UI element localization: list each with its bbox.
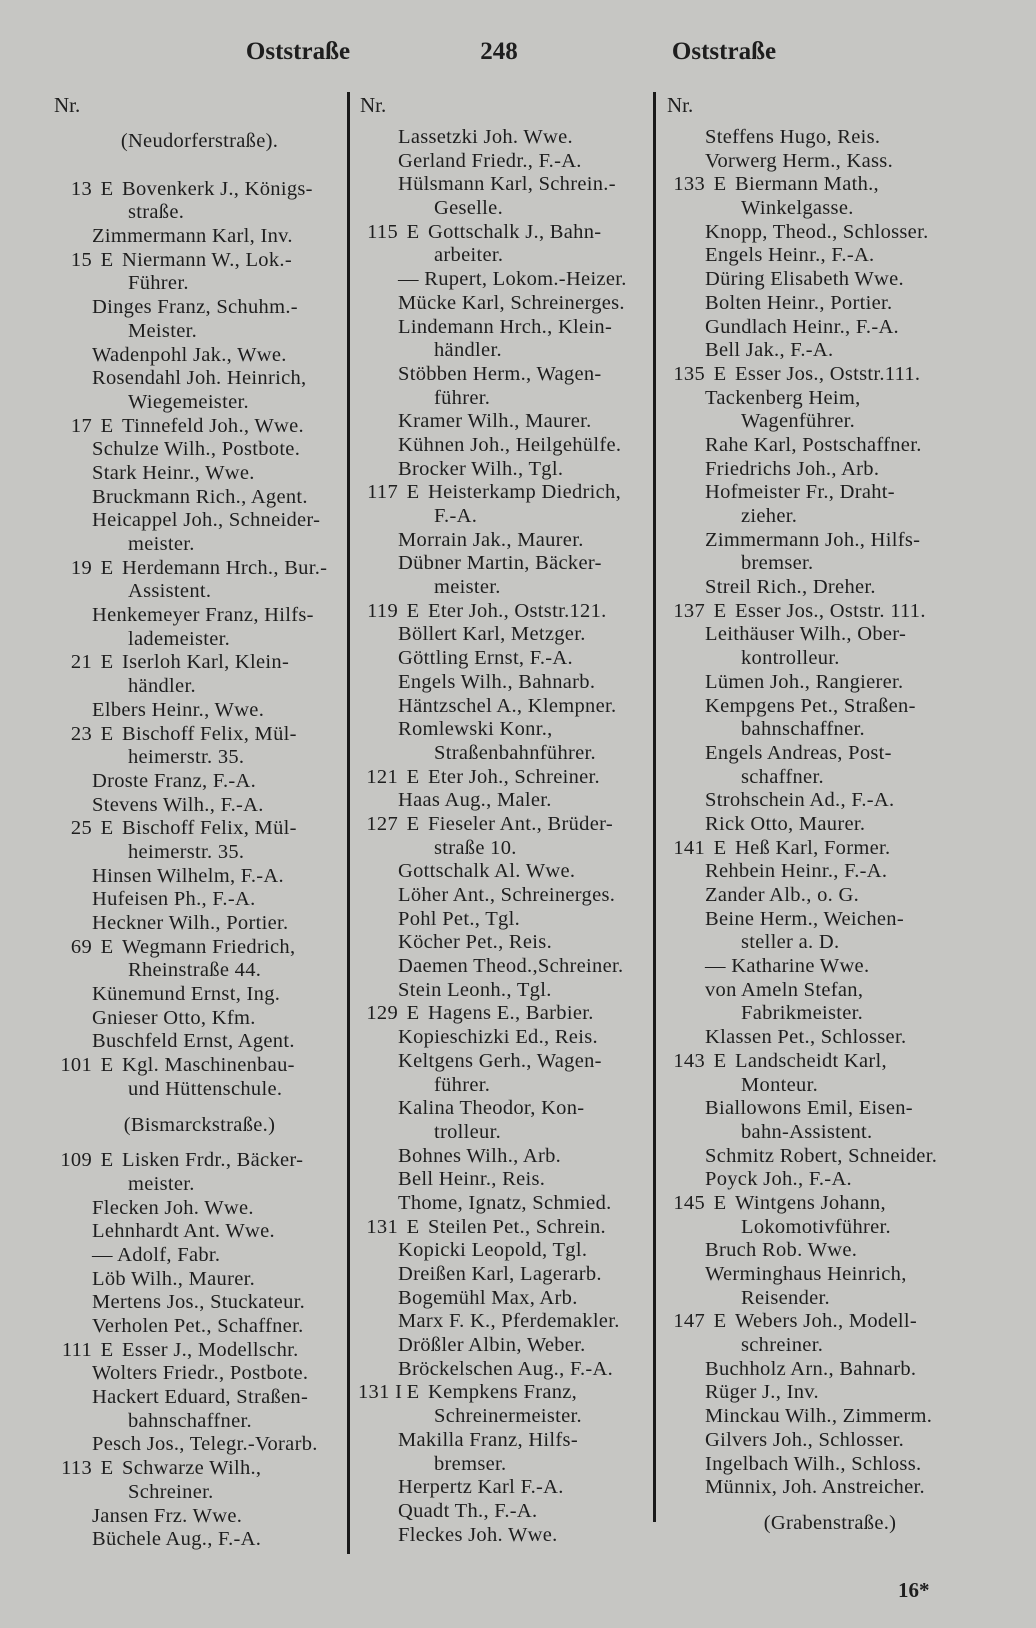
resident-entry: Marx F. K., Pferdemakler. bbox=[398, 1310, 620, 1333]
house-number: 119 bbox=[367, 599, 398, 622]
house-entry bbox=[665, 837, 995, 861]
resident-entry: Tackenberg Heim, bbox=[705, 386, 861, 409]
resident-text: Fieseler Ant., Brüder- bbox=[428, 812, 613, 835]
resident-entry: Quadt Th., F.-A. bbox=[398, 1499, 538, 1522]
owner-marker: E bbox=[713, 1310, 727, 1333]
resident-entry: Dinges Franz, Schuhm.- bbox=[92, 296, 298, 319]
resident-entry: Flecken Joh. Wwe. bbox=[92, 1196, 254, 1219]
resident-text: Bovenkerk J., Königs- bbox=[122, 177, 313, 200]
house-number: 143 bbox=[673, 1049, 705, 1072]
house-number: 115 bbox=[367, 220, 398, 243]
house-entry bbox=[52, 1339, 347, 1363]
section-heading: (Neudorferstraße). bbox=[120, 130, 279, 152]
resident-entry: Buchholz Arn., Bahnarb. bbox=[705, 1357, 917, 1380]
resident-text: Biermann Math., bbox=[735, 173, 879, 196]
continuation-line: bahnschaffner. bbox=[741, 718, 865, 741]
continuation-line: Reisender. bbox=[741, 1286, 830, 1309]
column-divider bbox=[653, 92, 656, 1522]
resident-entry: Biallowons Emil, Eisen- bbox=[705, 1097, 913, 1120]
house-number: 19 bbox=[70, 556, 92, 579]
resident-text: Bischoff Felix, Mül- bbox=[122, 817, 297, 840]
house-number: 135 bbox=[673, 362, 705, 385]
resident-entry: Böllert Karl, Metzger. bbox=[398, 623, 586, 646]
continuation-line: und Hüttenschule. bbox=[128, 1077, 283, 1100]
directory-column-3 bbox=[665, 126, 995, 1548]
resident-entry: Stöbben Herm., Wagen- bbox=[398, 362, 602, 385]
resident-text: Kempkens Franz, bbox=[428, 1381, 578, 1404]
resident-entry: Kalina Theodor, Kon- bbox=[398, 1097, 585, 1120]
owner-marker: E bbox=[100, 817, 114, 840]
continuation-line: zieher. bbox=[741, 505, 798, 527]
owner-marker: E bbox=[713, 173, 727, 196]
continuation-line: heimerstr. 35. bbox=[128, 840, 245, 863]
continuation-line: bahn-Assistent. bbox=[741, 1120, 873, 1143]
continuation-line: Wiegemeister. bbox=[128, 390, 249, 413]
house-number: 121 bbox=[366, 765, 398, 788]
resident-entry: Bogemühl Max, Arb. bbox=[398, 1286, 578, 1309]
owner-marker: E bbox=[713, 362, 727, 385]
running-header-right: Oststraße bbox=[671, 38, 777, 65]
owner-marker: E bbox=[713, 1191, 727, 1214]
continuation-line: führer. bbox=[434, 386, 491, 409]
house-entry bbox=[52, 557, 347, 581]
resident-entry: Dreißen Karl, Lagerarb. bbox=[398, 1263, 602, 1285]
house-number: 69 bbox=[70, 935, 92, 958]
house-number: 111 bbox=[61, 1338, 92, 1361]
resident-entry: Kramer Wilh., Maurer. bbox=[398, 410, 592, 433]
resident-entry: Werminghaus Heinrich, bbox=[705, 1263, 907, 1285]
resident-entry: Ingelbach Wilh., Schloss. bbox=[705, 1452, 922, 1475]
house-number: 109 bbox=[60, 1149, 92, 1172]
resident-text: Esser Jos., Oststr. 111. bbox=[735, 599, 926, 622]
resident-text: Webers Joh., Modell- bbox=[735, 1310, 917, 1333]
resident-entry: Lindemann Hrch., Klein- bbox=[398, 315, 613, 338]
continuation-line: meister. bbox=[434, 576, 501, 599]
house-number: 141 bbox=[673, 836, 705, 859]
resident-entry: Fleckes Joh. Wwe. bbox=[398, 1523, 558, 1546]
column-label-nr: Nr. bbox=[360, 93, 387, 117]
resident-entry: Köcher Pet., Reis. bbox=[398, 931, 552, 954]
owner-marker: E bbox=[406, 1215, 420, 1238]
owner-marker: E bbox=[100, 1149, 114, 1172]
resident-entry: Morrain Jak., Maurer. bbox=[398, 528, 584, 551]
continuation-line: schaffner. bbox=[741, 765, 824, 788]
house-number: 15 bbox=[70, 248, 92, 271]
owner-marker: E bbox=[406, 812, 420, 835]
resident-entry: Leithäuser Wilh., Ober- bbox=[705, 623, 907, 646]
resident-entry: Schmitz Robert, Schneider. bbox=[705, 1144, 938, 1167]
resident-entry: Rick Otto, Maurer. bbox=[705, 812, 866, 835]
resident-text: Esser J., Modellschr. bbox=[122, 1338, 299, 1361]
resident-entry: Lümen Joh., Rangierer. bbox=[705, 670, 904, 693]
continuation-line: meister. bbox=[128, 1172, 195, 1195]
resident-text: Niermann W., Lok.- bbox=[122, 248, 292, 271]
resident-entry: Gilvers Joh., Schlosser. bbox=[705, 1428, 905, 1451]
continuation-line: straße. bbox=[128, 201, 185, 224]
house-number: 113 bbox=[61, 1457, 92, 1480]
owner-marker: E bbox=[406, 599, 420, 622]
continuation-line: trolleur. bbox=[434, 1120, 502, 1143]
resident-entry: Brocker Wilh., Tgl. bbox=[398, 457, 564, 480]
house-number: 21 bbox=[70, 651, 92, 674]
continuation-line: Geselle. bbox=[434, 197, 503, 220]
owner-marker: E bbox=[406, 1381, 420, 1404]
resident-entry: Henkemeyer Franz, Hilfs- bbox=[92, 604, 314, 627]
resident-entry: Künemund Ernst, Ing. bbox=[92, 983, 281, 1006]
resident-entry: — Katharine Wwe. bbox=[705, 955, 870, 978]
resident-entry: Löher Ant., Schreinerges. bbox=[398, 884, 616, 906]
house-entry bbox=[358, 1381, 650, 1405]
resident-entry: Lehnhardt Ant. Wwe. bbox=[92, 1220, 275, 1243]
resident-entry: Strohschein Ad., F.-A. bbox=[705, 789, 895, 812]
owner-marker: E bbox=[100, 722, 114, 745]
resident-entry: Gerland Friedr., F.-A. bbox=[398, 149, 582, 172]
house-entry bbox=[665, 173, 995, 197]
resident-entry: Herpertz Karl F.-A. bbox=[398, 1476, 564, 1499]
resident-entry: Schulze Wilh., Postbote. bbox=[92, 438, 301, 461]
continuation-line: führer. bbox=[434, 1073, 491, 1096]
resident-entry: Mücke Karl, Schreinerges. bbox=[398, 291, 625, 314]
directory-column-1 bbox=[52, 126, 347, 1552]
resident-entry: Jansen Frz. Wwe. bbox=[92, 1504, 243, 1527]
resident-entry: Bohnes Wilh., Arb. bbox=[398, 1144, 562, 1167]
resident-entry: Bröckelschen Aug., F.-A. bbox=[398, 1357, 614, 1380]
owner-marker: E bbox=[100, 177, 114, 200]
resident-entry: Bell Jak., F.-A. bbox=[705, 339, 834, 362]
resident-text: Bischoff Felix, Mül- bbox=[122, 722, 297, 745]
resident-text: Gottschalk J., Bahn- bbox=[428, 220, 602, 243]
house-entry bbox=[52, 1149, 347, 1173]
house-entry bbox=[52, 651, 347, 675]
continuation-line: schreiner. bbox=[741, 1334, 824, 1357]
house-number: 101 bbox=[60, 1054, 92, 1077]
continuation-line: meister. bbox=[128, 533, 195, 555]
house-entry bbox=[665, 363, 995, 387]
resident-entry: Steffens Hugo, Reis. bbox=[705, 126, 881, 148]
resident-entry: Häntzschel A., Klempner. bbox=[398, 694, 617, 717]
continuation-line: steller a. D. bbox=[741, 931, 840, 954]
continuation-line: Winkelgasse. bbox=[741, 197, 854, 220]
column-label-nr: Nr. bbox=[667, 93, 694, 117]
continuation-line: Rheinstraße 44. bbox=[128, 959, 262, 982]
resident-entry: Streil Rich., Dreher. bbox=[705, 576, 876, 599]
resident-entry: Pesch Jos., Telegr.-Vorarb. bbox=[92, 1433, 318, 1456]
resident-entry: Rehbein Heinr., F.-A. bbox=[705, 860, 888, 883]
resident-entry: Stein Leonh., Tgl. bbox=[398, 978, 552, 1001]
resident-entry: Beine Herm., Weichen- bbox=[705, 907, 904, 930]
running-header-left: Oststraße bbox=[245, 38, 351, 65]
owner-marker: E bbox=[100, 556, 114, 579]
house-number: 127 bbox=[366, 812, 398, 835]
resident-entry: Rosendahl Joh. Heinrich, bbox=[92, 367, 307, 390]
owner-marker: E bbox=[713, 599, 727, 622]
resident-entry: Drößler Albin, Weber. bbox=[398, 1334, 586, 1357]
continuation-line: Assistent. bbox=[128, 580, 212, 603]
resident-text: Schwarze Wilh., bbox=[122, 1457, 262, 1480]
resident-entry: Göttling Ernst, F.-A. bbox=[398, 647, 573, 670]
resident-entry: Mertens Jos., Stuckateur. bbox=[92, 1291, 306, 1314]
owner-marker: E bbox=[713, 836, 727, 859]
house-number: 25 bbox=[70, 817, 92, 840]
continuation-line: kontrolleur. bbox=[741, 647, 840, 670]
resident-entry: Löb Wilh., Maurer. bbox=[92, 1267, 256, 1290]
continuation-line: bremser. bbox=[434, 1452, 507, 1475]
resident-entry: Engels Wilh., Bahnarb. bbox=[398, 670, 596, 693]
resident-entry: Knopp, Theod., Schlosser. bbox=[705, 220, 929, 243]
continuation-line: bremser. bbox=[741, 552, 814, 575]
resident-entry: Bolten Heinr., Portier. bbox=[705, 291, 893, 314]
resident-entry: Wolters Friedr., Postbote. bbox=[92, 1362, 309, 1385]
continuation-line: arbeiter. bbox=[434, 244, 504, 267]
resident-entry: Bruckmann Rich., Agent. bbox=[92, 485, 308, 508]
owner-marker: E bbox=[100, 1054, 114, 1077]
owner-marker: E bbox=[406, 481, 420, 504]
resident-entry: Stevens Wilh., F.-A. bbox=[92, 793, 264, 816]
continuation-line: Monteur. bbox=[741, 1073, 818, 1096]
resident-entry: — Rupert, Lokom.-Heizer. bbox=[398, 268, 627, 291]
resident-entry: Makilla Franz, Hilfs- bbox=[398, 1428, 578, 1451]
resident-entry: Kühnen Joh., Heilgehülfe. bbox=[398, 433, 622, 456]
resident-entry: Hülsmann Karl, Schrein.- bbox=[398, 173, 616, 196]
continuation-line: Meister. bbox=[128, 319, 198, 342]
house-entry bbox=[52, 415, 347, 439]
resident-entry: Verholen Pet., Schaffner. bbox=[92, 1315, 304, 1337]
owner-marker: E bbox=[100, 1338, 114, 1361]
resident-entry: von Ameln Stefan, bbox=[705, 978, 864, 1001]
continuation-line: händler. bbox=[128, 675, 196, 698]
resident-text: Lisken Frdr., Bäcker- bbox=[122, 1149, 304, 1172]
house-entry bbox=[358, 813, 650, 837]
owner-marker: E bbox=[406, 220, 420, 243]
owner-marker: E bbox=[406, 1002, 420, 1025]
resident-entry: Klassen Pet., Schlosser. bbox=[705, 1026, 907, 1049]
resident-text: Wintgens Johann, bbox=[735, 1191, 886, 1214]
resident-entry: Lassetzki Joh. Wwe. bbox=[398, 126, 573, 148]
resident-entry: Hinsen Wilhelm, F.-A. bbox=[92, 864, 284, 887]
resident-text: Eter Joh., Schreiner. bbox=[428, 765, 600, 788]
resident-entry: Vorwerg Herm., Kass. bbox=[705, 149, 894, 172]
resident-entry: Zimmermann Karl, Inv. bbox=[92, 225, 293, 248]
owner-marker: E bbox=[100, 414, 114, 437]
house-entry bbox=[52, 723, 347, 747]
house-number: 145 bbox=[673, 1191, 705, 1214]
house-entry bbox=[358, 1002, 650, 1026]
continuation-line: Straßenbahnführer. bbox=[434, 741, 596, 764]
resident-entry: Heckner Wilh., Portier. bbox=[92, 912, 289, 934]
continuation-line: F.-A. bbox=[434, 505, 478, 527]
resident-entry: Gnieser Otto, Kfm. bbox=[92, 1006, 256, 1029]
house-entry bbox=[52, 1457, 347, 1481]
resident-entry: Zander Alb., o. G. bbox=[705, 884, 859, 906]
resident-text: Herdemann Hrch., Bur.- bbox=[122, 556, 328, 579]
section-heading: (Grabenstraße.) bbox=[763, 1511, 897, 1534]
house-entry bbox=[665, 1050, 995, 1074]
resident-entry: Thome, Ignatz, Schmied. bbox=[398, 1191, 612, 1214]
resident-entry: Friedrichs Joh., Arb. bbox=[705, 457, 880, 480]
owner-marker: E bbox=[100, 248, 114, 271]
resident-entry: Gundlach Heinr., F.-A. bbox=[705, 315, 899, 338]
resident-entry: Rahe Karl, Postschaffner. bbox=[705, 433, 922, 456]
house-entry bbox=[52, 817, 347, 841]
resident-entry: — Adolf, Fabr. bbox=[92, 1243, 221, 1266]
resident-entry: Düring Elisabeth Wwe. bbox=[705, 268, 904, 291]
house-number: 13 bbox=[70, 177, 92, 200]
resident-entry: Gottschalk Al. Wwe. bbox=[398, 860, 576, 883]
column-divider bbox=[347, 92, 350, 1554]
resident-entry: Kempgens Pet., Straßen- bbox=[705, 694, 916, 717]
resident-text: Wegmann Friedrich, bbox=[122, 935, 296, 958]
resident-entry: Hufeisen Ph., F.-A. bbox=[92, 888, 256, 911]
continuation-line: Fabrikmeister. bbox=[741, 1002, 864, 1025]
house-number: 147 bbox=[673, 1310, 705, 1333]
continuation-line: straße 10. bbox=[434, 836, 517, 859]
house-entry bbox=[665, 1192, 995, 1216]
owner-marker: E bbox=[100, 935, 114, 958]
resident-entry: Büchele Aug., F.-A. bbox=[92, 1528, 262, 1551]
house-entry bbox=[52, 249, 347, 273]
resident-entry: Engels Andreas, Post- bbox=[705, 741, 892, 764]
resident-entry: Münnix, Joh. Anstreicher. bbox=[705, 1476, 925, 1499]
owner-marker: E bbox=[713, 1049, 727, 1072]
resident-entry: Zimmermann Joh., Hilfs- bbox=[705, 528, 921, 551]
resident-entry: Elbers Heinr., Wwe. bbox=[92, 698, 265, 721]
resident-entry: Poyck Joh., F.-A. bbox=[705, 1168, 852, 1191]
house-entry bbox=[358, 1216, 650, 1240]
continuation-line: lademeister. bbox=[128, 627, 231, 650]
resident-entry: Kopicki Leopold, Tgl. bbox=[398, 1239, 588, 1262]
resident-text: Iserloh Karl, Klein- bbox=[122, 651, 290, 674]
directory-column-2 bbox=[358, 126, 650, 1547]
house-entry bbox=[358, 766, 650, 790]
resident-entry: Heicappel Joh., Schneider- bbox=[92, 509, 321, 532]
continuation-line: Schreiner. bbox=[128, 1480, 214, 1503]
resident-entry: Wadenpohl Jak., Wwe. bbox=[92, 343, 287, 366]
house-number: 131 bbox=[366, 1215, 398, 1238]
resident-entry: Stark Heinr., Wwe. bbox=[92, 461, 255, 484]
resident-entry: Bruch Rob. Wwe. bbox=[705, 1239, 858, 1262]
owner-marker: E bbox=[100, 651, 114, 674]
continuation-line: bahnschaffner. bbox=[128, 1409, 252, 1432]
resident-entry: Romlewski Konr., bbox=[398, 718, 553, 741]
continuation-line: heimerstr. 35. bbox=[128, 746, 245, 769]
resident-entry: Daemen Theod.,Schreiner. bbox=[398, 955, 624, 978]
resident-text: Tinnefeld Joh., Wwe. bbox=[122, 414, 304, 437]
column-label-nr: Nr. bbox=[54, 93, 81, 117]
owner-marker: E bbox=[100, 1457, 114, 1480]
owner-marker: E bbox=[406, 765, 420, 788]
continuation-line: Wagenführer. bbox=[741, 410, 856, 433]
resident-text: Eter Joh., Oststr.121. bbox=[428, 599, 607, 622]
house-number: 137 bbox=[673, 599, 705, 622]
house-entry bbox=[665, 600, 995, 624]
house-number: 17 bbox=[70, 414, 92, 437]
continuation-line: Schreinermeister. bbox=[434, 1405, 582, 1428]
resident-entry: Haas Aug., Maler. bbox=[398, 789, 552, 812]
resident-entry: Hackert Eduard, Straßen- bbox=[92, 1386, 309, 1409]
resident-entry: Kopieschizki Ed., Reis. bbox=[398, 1026, 598, 1049]
continuation-line: Führer. bbox=[128, 272, 189, 295]
continuation-line: händler. bbox=[434, 339, 502, 362]
resident-text: Kgl. Maschinenbau- bbox=[122, 1054, 295, 1077]
resident-text: Heisterkamp Diedrich, bbox=[428, 481, 622, 504]
resident-entry: Hofmeister Fr., Draht- bbox=[705, 481, 895, 504]
resident-entry: Pohl Pet., Tgl. bbox=[398, 907, 521, 930]
house-entry bbox=[52, 936, 347, 960]
resident-entry: Engels Heinr., F.-A. bbox=[705, 244, 875, 267]
section-heading: (Bismarckstraße.) bbox=[123, 1113, 276, 1136]
house-number: 131 I bbox=[358, 1381, 403, 1404]
resident-text: Landscheidt Karl, bbox=[735, 1049, 887, 1072]
resident-entry: Dübner Martin, Bäcker- bbox=[398, 552, 602, 575]
resident-entry: Buschfeld Ernst, Agent. bbox=[92, 1030, 295, 1053]
house-entry bbox=[358, 481, 650, 505]
house-number: 23 bbox=[70, 722, 92, 745]
house-entry bbox=[358, 221, 650, 245]
page-number: 248 bbox=[480, 38, 518, 65]
house-number: 133 bbox=[673, 173, 705, 196]
resident-text: Steilen Pet., Schrein. bbox=[428, 1215, 606, 1238]
house-entry bbox=[52, 1054, 347, 1078]
signature-mark: 16* bbox=[898, 1578, 930, 1602]
house-entry bbox=[358, 600, 650, 624]
house-number: 117 bbox=[367, 481, 398, 504]
house-entry bbox=[52, 178, 347, 202]
resident-entry: Rüger J., Inv. bbox=[705, 1381, 819, 1404]
house-entry bbox=[665, 1310, 995, 1334]
resident-entry: Bell Heinr., Reis. bbox=[398, 1168, 546, 1191]
resident-text: Hagens E., Barbier. bbox=[428, 1002, 594, 1025]
continuation-line: Lokomotivführer. bbox=[741, 1215, 891, 1238]
resident-entry: Keltgens Gerh., Wagen- bbox=[398, 1049, 602, 1072]
resident-entry: Droste Franz, F.-A. bbox=[92, 769, 257, 792]
resident-entry: Minckau Wilh., Zimmerm. bbox=[705, 1405, 933, 1428]
house-number: 129 bbox=[366, 1002, 398, 1025]
resident-text: Heß Karl, Former. bbox=[735, 836, 891, 859]
resident-text: Esser Jos., Oststr.111. bbox=[735, 362, 921, 385]
